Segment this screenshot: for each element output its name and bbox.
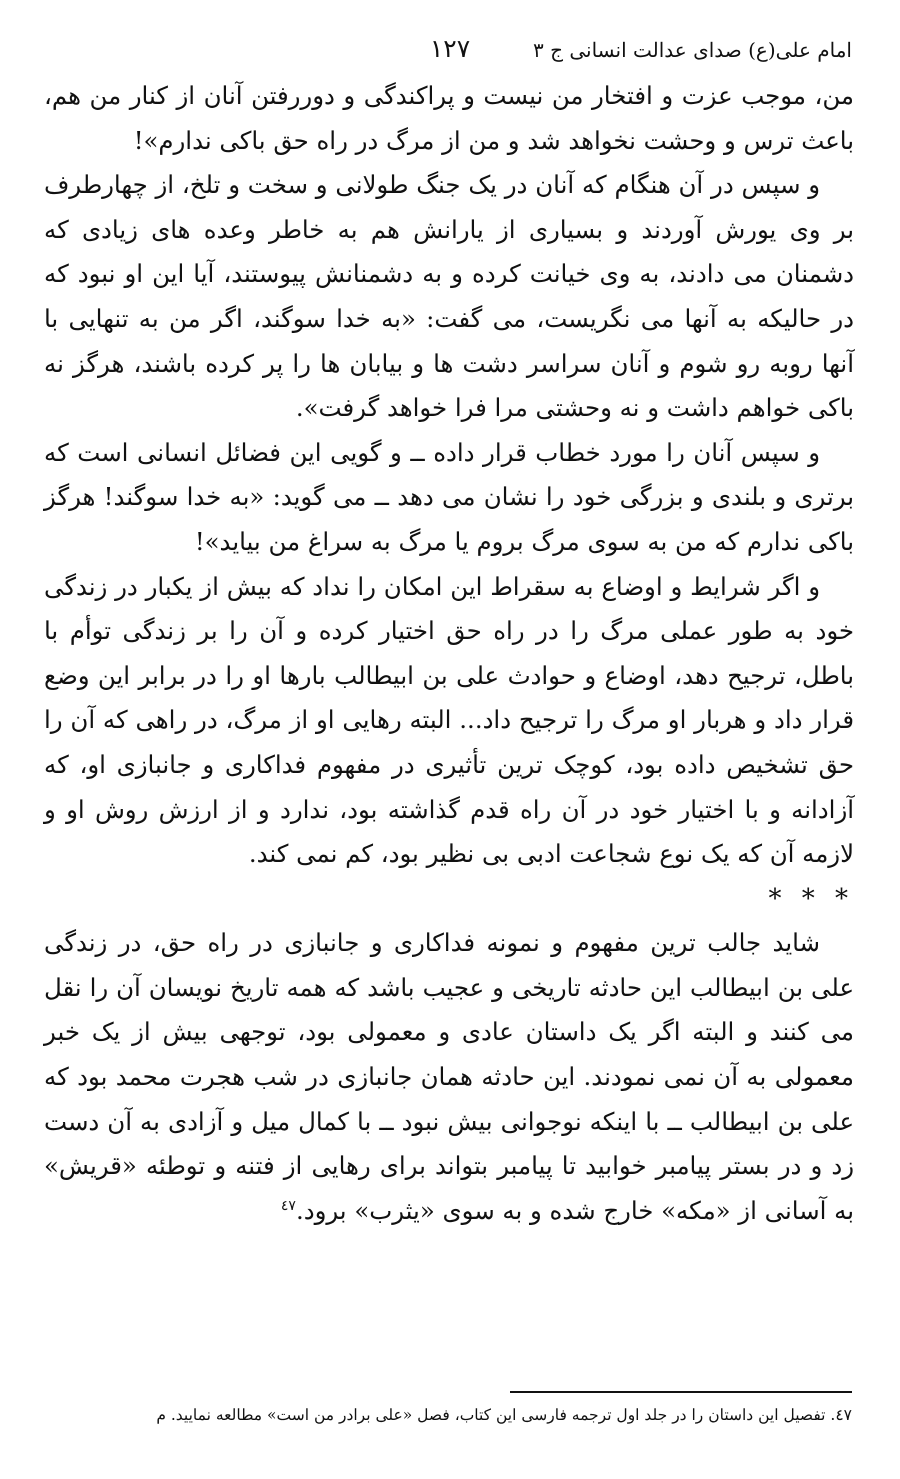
paragraph-5-text: شاید جالب ترین مفهوم و نمونه فداکاری و جانبازی در راه حق، در زندگی علی بن ابیطالب این حادثه تاریخی و عجیب باشد که همه تاریخ نویسان آن را نقل می کنند و البته اگر یک داستان عادی و معمولی بود، توجهی بیش از یک خبر معمولی به آن نمی نمودند. این حادثه همان جانبازی در شب هجرت محمد بود که علی بن ابیطالب ــ با اینکه نوجوانی بیش نبود ــ با کمال میل و آزادی به آن دست زد و در بستر پیامبر خوابید تا پیامبر بتواند برای رهایی از فتنه و توطئه «قریش» به آسانی از «مکه» خارج شده و به سوی «یثرب» برود. <box>44 928 854 1225</box>
paragraph-4: و اگر شرایط و اوضاع به سقراط این امکان را نداد که بیش از یکبار در زندگی خود به طور عملی مرگ را در راه حق اختیار کرده و آن را بر زندگی توأم با باطل، ترجیح دهد، اوضاع و حوادث علی بن ابیطالب بارها او را در برابر این وضع قرار داد و هربار او مرگ را ترجیح داد... البته رهایی او از مرگ، در راهی که آن را حق تشخیص داده بود، کوچک ترین تأثیری در مفهوم فداکاری و جانبازی او، که آزادانه و با اختیار خود در آن راه قدم گذاشته بود، ندارد و از ارزش روش او و لازمه آن که یک نوع شجاعت ادبی بی نظیر بود، کم نمی کند. <box>44 571 854 869</box>
footnote-reference: ٤٧ <box>280 1197 296 1214</box>
footnote-divider <box>510 1391 852 1393</box>
running-header <box>48 34 852 72</box>
paragraph-1: من، موجب عزت و افتخار من نیست و پراکندگی و دوررفتن آنان از کنار من هم، باعث ترس و وحشت نخواهد شد و من از مرگ در راه حق باکی ندارم»! <box>44 81 854 155</box>
footnote: ٤٧. تفصیل این داستان را در جلد اول ترجمه فارسی این کتاب، فصل «علی برادر من است» مطالعه نمایید. م <box>156 1406 852 1424</box>
page-number: ۱۲۷ <box>429 34 471 63</box>
body-text <box>44 74 854 1233</box>
section-separator: * * * <box>768 883 854 914</box>
running-title: امام علی(ع) صدای عدالت انسانی ج ۳ <box>532 38 852 62</box>
paragraph-2: و سپس در آن هنگام که آنان در یک جنگ طولانی و سخت و تلخ، از چهارطرف بر وی یورش آوردند و بسیاری از یارانش هم به خاطر وعده های زیادی که دشمنان می دادند، به وی خیانت کرده و به دشمنانش پیوستند، آیا این او نبود که در حالیکه به آنها می نگریست، می گفت: «به خدا سوگند، اگر من به تنهایی با آنها روبه رو شوم و آنان سراسر دشت ها و بیابان ها را پر کرده باشند، هرگز نه باکی خواهم داشت و نه وحشتی مرا فرا خواهد گرفت». <box>44 170 854 423</box>
paragraph-5 <box>44 921 854 1233</box>
paragraph-3: و سپس آنان را مورد خطاب قرار داده ــ و گویی این فضائل انسانی است که برتری و بلندی و بزرگی خود را نشان می دهد ــ می گوید: «به خدا سوگند! هرگز باکی ندارم که من به سوی مرگ بروم یا مرگ به سراغ من بیاید»! <box>44 437 854 556</box>
